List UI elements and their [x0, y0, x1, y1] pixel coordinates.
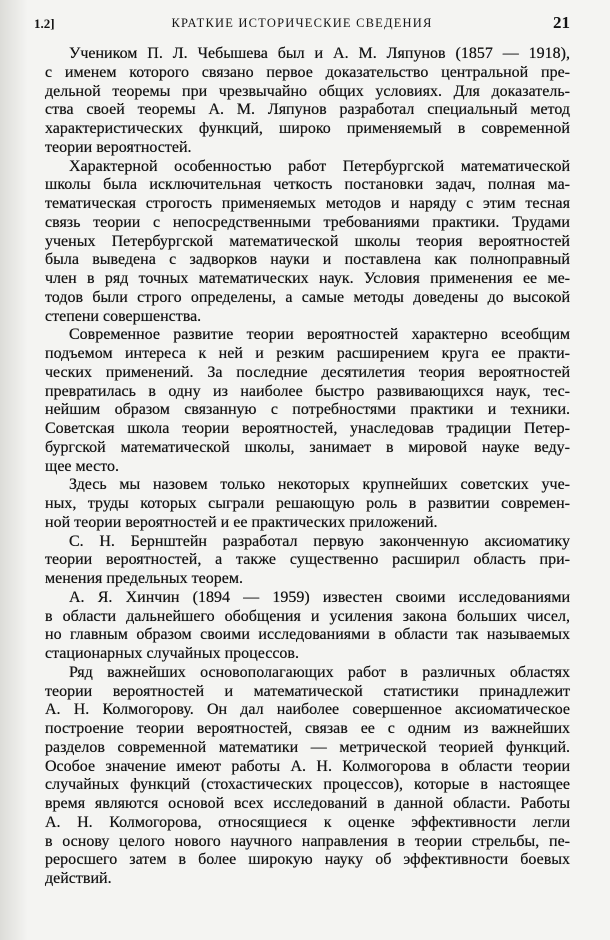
text-line: ной теории вероятностей и ее практических приложений. — [45, 513, 438, 531]
text-line: время являются основой всех исследований в данной области. Работы — [45, 795, 570, 812]
text-line: Современное развитие теории вероятностей характерно всеобщим — [69, 326, 570, 344]
text-line: А. Я. Хинчин (1894 — 1959) известен своими исследованиями — [69, 588, 570, 606]
text-line: член в ряд точных математических наук. Условия применения ее ме- — [45, 270, 570, 287]
paragraph — [45, 589, 570, 664]
text-line: ческих применений. За последние десятилетия теория вероятностей — [45, 363, 570, 381]
text-line: Характерной особенностью работ Петербургской математической — [69, 157, 570, 175]
text-line: теории вероятностей, а также существенно расширил область при- — [45, 551, 570, 569]
paragraph — [45, 158, 570, 327]
text-line: С. Н. Бернштейн разработал первую законченную аксиоматику — [69, 532, 570, 550]
text-line: А. Н. Колмогорова, относящиеся к оценке эффективности легли — [45, 813, 570, 831]
text-line: нейшим образом связанную с потребностями практики и техники. — [45, 401, 570, 419]
page-number: 21 — [553, 13, 570, 32]
text-line: Учеником П. Л. Чебышева был и А. М. Ляпунов (1857 — 1918), — [69, 45, 570, 62]
text-line: с именем которого связано первое доказательство центральной пре- — [45, 63, 570, 81]
text-line: стационарных случайных процессов. — [45, 645, 299, 662]
text-line: Советская школа теории вероятностей, унаследовав традиции Петер- — [45, 420, 570, 437]
page-header — [34, 14, 570, 34]
text-line: в области дальнейшего обобщения и усиления закона больших чисел, — [45, 607, 570, 625]
text-line: теории вероятностей и математической статистики принадлежит — [45, 682, 570, 700]
text-line: теории вероятностей. — [45, 138, 192, 156]
text-line: действий. — [45, 870, 112, 887]
text-line: в основу целого нового научного направления в теории стрельбы, пе- — [45, 832, 570, 850]
text-line: превратилась в одну из наиболее быстро развивающихся наук, тес- — [45, 382, 570, 400]
text-line: связь теории с непосредственными требованиями практики. Трудами — [45, 213, 570, 231]
page-body — [45, 45, 570, 889]
text-line: построение теории вероятностей, связав ее с одним из важнейших — [45, 720, 570, 737]
text-line: Ряд важнейших основополагающих работ в различных областях — [69, 663, 570, 681]
paragraph — [45, 476, 570, 532]
scan-edge-shadow — [0, 0, 28, 940]
text-line: тематическая строгость применяемых методов и наряду с этим тесная — [45, 195, 570, 212]
text-line: но главным образом своими исследованиями в области так называемых — [45, 626, 570, 644]
text-line: реросшего затем в более широкую науку об эффективности боевых — [45, 851, 570, 869]
text-line: ных, труды которых сыграли решающую роль в развитии современ- — [45, 495, 570, 512]
text-line: разделов современной математики — метрической теорией функций. — [45, 738, 570, 756]
running-title: КРАТКИЕ ИСТОРИЧЕСКИЕ СВЕДЕНИЯ — [171, 16, 433, 30]
text-line: случайных функций (стохастических процессов), которые в настоящее — [45, 776, 570, 794]
text-line: степени совершенства. — [45, 307, 202, 325]
text-line: школы была исключительная четкость постановки задач, полная ма- — [45, 176, 570, 194]
text-line: была выведена с задворков науки и поставлена как полноправный — [45, 251, 570, 269]
paragraph — [45, 45, 570, 158]
section-number: 1.2] — [34, 16, 55, 31]
text-line: Особое значение имеют работы А. Н. Колмогорова в области теории — [45, 757, 570, 775]
text-line: щее место. — [45, 457, 120, 475]
text-line: тодов были строго определены, а самые методы доведены до высокой — [45, 288, 570, 306]
text-line: подъемом интереса к ней и резким расширением круга ее практи- — [45, 345, 570, 362]
text-line: менения предельных теорем. — [45, 570, 243, 587]
text-line: А. Н. Колмогорову. Он дал наиболее совершенное аксиоматическое — [45, 701, 570, 719]
text-line: ученых Петербургской математической школы теория вероятностей — [45, 232, 570, 250]
text-line: Здесь мы назовем только некоторых крупнейших советских уче- — [69, 476, 570, 494]
paragraph — [45, 533, 570, 589]
text-line: ства своей теоремы А. М. Ляпунов разработал специальный метод — [45, 101, 570, 119]
text-line: бургской математической школы, занимает в мировой науке веду- — [45, 438, 570, 456]
text-line: характеристических функций, широко применяемый в современной — [45, 120, 570, 137]
paragraph — [45, 326, 570, 476]
paragraph — [45, 664, 570, 889]
text-line: дельной теоремы при чрезвычайно общих условиях. Для доказатель- — [45, 82, 570, 100]
